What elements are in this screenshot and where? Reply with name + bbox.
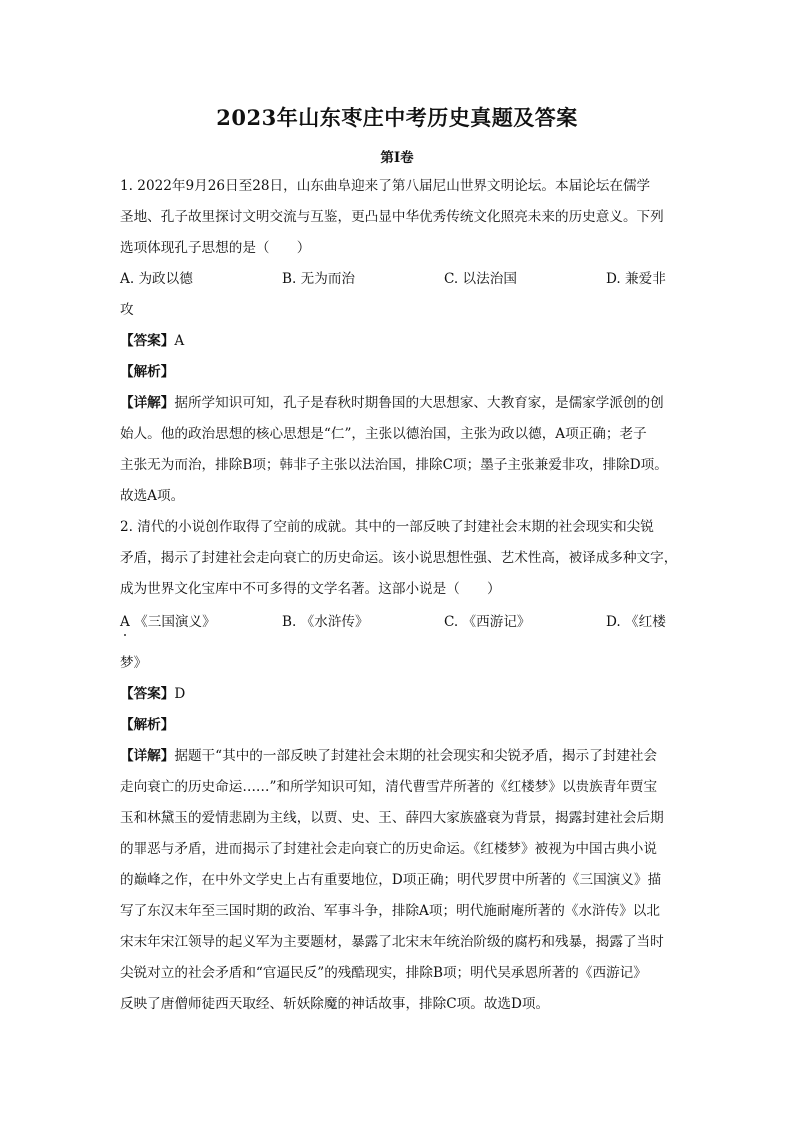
q2-answer-value: D bbox=[174, 686, 186, 702]
q2-detail-line-6: 写了东汉末年至三国时期的政治、军事斗争，排除A项；明代施耐庵所著的《水浒传》以北 bbox=[120, 903, 660, 919]
q1-detail-label: 【详解】 bbox=[120, 395, 175, 411]
q1-answer bbox=[120, 331, 680, 351]
q2-option-b: B. 《水浒传》 bbox=[282, 614, 369, 630]
q1-detail-line-3: 主张无为而治，排除B项；韩非子主张以法治国，排除C项；墨子主张兼爱非攻，排除D项。 bbox=[120, 457, 668, 473]
q2-option-c: C. 《西游记》 bbox=[444, 614, 531, 630]
q2-analysis-label: 【解析】 bbox=[120, 717, 175, 733]
stray-dot-mark bbox=[124, 634, 126, 636]
q1-answer-label: 【答案】 bbox=[120, 333, 175, 349]
q2-stem-line-1: 2. 清代的小说创作取得了空前的成就。其中的一部反映了封建社会末期的社会现实和尖锐 bbox=[120, 519, 654, 535]
q2-stem-line-2: 矛盾，揭示了封建社会走向衰亡的历史命运。该小说思想性强、艺术性高，被译成多种文字， bbox=[120, 550, 678, 566]
q1-option-a: A. 为政以德 bbox=[120, 271, 193, 287]
q1-detail-line-1 bbox=[120, 393, 680, 413]
q1-detail-line-4: 故选A项。 bbox=[120, 488, 185, 504]
q2-detail-line-7: 宋末年宋江领导的起义军为主要题材，暴露了北宋末年统治阶级的腐朽和残暴，揭露了当时 bbox=[120, 934, 664, 950]
q1-answer-value: A bbox=[174, 333, 185, 349]
q1-analysis-label: 【解析】 bbox=[120, 364, 175, 380]
q2-stem-line-3: 成为世界文化宝库中不可多得的文学名著。这部小说是（ ） bbox=[120, 581, 501, 597]
section-heading: 第Ⅰ卷 bbox=[380, 150, 414, 166]
q1-stem-line-2: 圣地、孔子故里探讨文明交流与互鉴，更凸显中华优秀传统文化照亮未来的历史意义。下列 bbox=[120, 209, 664, 225]
q2-option-a: A 《三国演义》 bbox=[120, 614, 216, 630]
q1-option-d-wrap: 攻 bbox=[120, 302, 134, 318]
q2-detail-line-3: 玉和林黛玉的爱情悲剧为主线，以贾、史、王、薛四大家族盛衰为背景，揭露封建社会后期 bbox=[120, 810, 664, 826]
q1-option-b: B. 无为而治 bbox=[282, 271, 356, 287]
q2-answer-label: 【答案】 bbox=[120, 686, 175, 702]
q1-stem-line-3: 选项体现孔子思想的是（ ） bbox=[120, 240, 311, 256]
q2-detail-line-9: 反映了唐僧师徒西天取经、斩妖除魔的神话故事，排除C项。故选D项。 bbox=[120, 996, 550, 1012]
q2-detail-line-5: 的巅峰之作，在中外文学史上占有重要地位，D项正确；明代罗贯中所著的《三国演义》描 bbox=[120, 872, 662, 888]
q1-option-c: C. 以法治国 bbox=[444, 271, 517, 287]
q2-option-d: D. 《红楼 bbox=[606, 614, 666, 630]
document-title: 2023年山东枣庄中考历史真题及答案 bbox=[216, 105, 578, 130]
q1-detail-text-1: 据所学知识可知，孔子是春秋时期鲁国的大思想家、大教育家，是儒家学派创的创 bbox=[174, 395, 664, 411]
q2-detail-text-1: 据题干“其中的一部反映了封建社会末期的社会现实和尖锐矛盾，揭示了封建社会 bbox=[174, 748, 658, 764]
q2-detail-line-2: 走向衰亡的历史命运……”和所学知识可知，清代曹雪芹所著的《红楼梦》以贵族青年贾宝 bbox=[120, 779, 658, 795]
q2-detail-line-8: 尖锐对立的社会矛盾和“官逼民反”的残酷现实，排除B项；明代吴承恩所著的《西游记》 bbox=[120, 965, 647, 981]
q2-detail-line-4: 的罪恶与矛盾，进而揭示了封建社会走向衰亡的历史命运。《红楼梦》被视为中国古典小说 bbox=[120, 841, 657, 857]
q2-detail-label: 【详解】 bbox=[120, 748, 175, 764]
q1-option-d: D. 兼爱非 bbox=[606, 271, 666, 287]
q2-option-d-wrap: 梦》 bbox=[120, 655, 148, 671]
q2-detail-line-1 bbox=[120, 746, 680, 766]
q2-answer bbox=[120, 684, 680, 704]
q1-stem-line-1: 1. 2022年9月26日至28日，山东曲阜迎来了第八届尼山世界文明论坛。本届论坛在儒学 bbox=[120, 178, 651, 194]
q1-detail-line-2: 始人。他的政治思想的核心思想是“仁”，主张以德治国，主张为政以德，A项正确；老子 bbox=[120, 426, 647, 442]
